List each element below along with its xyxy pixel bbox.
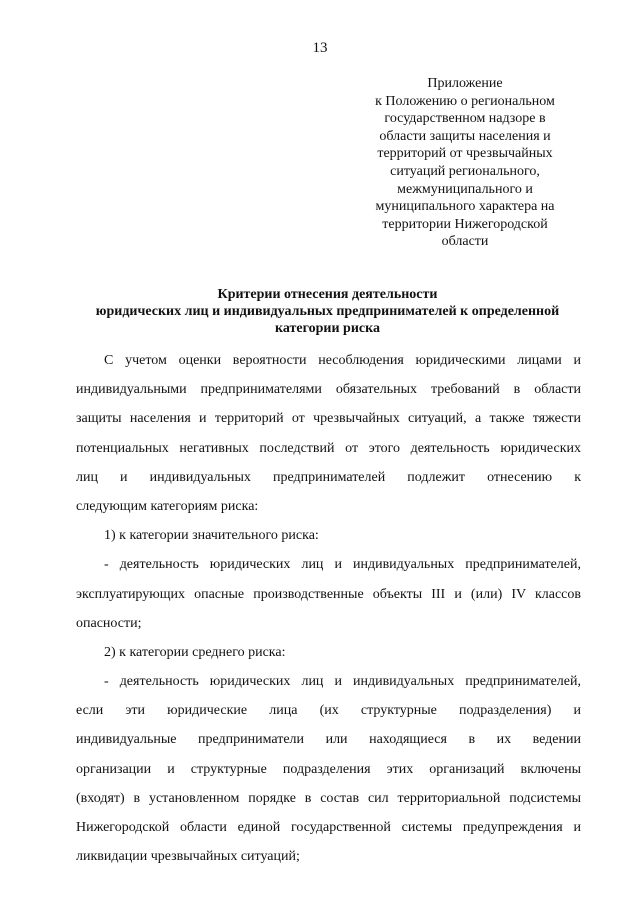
body-line: защиты населения и территорий от чрезвычайных ситуаций, а также тяжести [76,411,581,427]
body-line: если эти юридические лица (их структурные подразделения) и [76,703,581,719]
appendix-line: области [441,234,489,250]
body-text [76,346,581,871]
body-line: ликвидации чрезвычайных ситуаций; [76,849,300,865]
appendix-line: области защиты населения и [379,128,551,144]
appendix-line: государственном надзоре в [384,111,546,127]
appendix-note [355,75,575,251]
body-line: С учетом оценки вероятности несоблюдения юридическими лицами и [104,353,581,368]
appendix-line: территорий от чрезвычайных [377,146,553,162]
appendix-line: территории Нижегородской [382,216,548,232]
body-line: (входят) в установленном порядке в состав сил территориальной подсистемы [76,790,581,806]
body-line: Нижегородской области единой государственной системы предупреждения и [76,820,581,835]
body-line: индивидуальные предприниматели или находящиеся в их ведении [76,732,581,748]
body-line: индивидуальными предпринимателями обязательных требований в области [76,382,581,398]
document-title [60,286,595,337]
body-line: следующим категориям риска: [76,498,259,514]
body-line: опасности; [76,615,142,631]
page-number: 13 [312,40,328,56]
body-line: - деятельность юридических лиц и индивидуальных предпринимателей, [104,557,581,573]
body-line: - деятельность юридических лиц и индивидуальных предпринимателей, [104,674,581,690]
title-line: категории риска [275,321,380,336]
appendix-line: ситуаций регионального, [390,163,540,179]
title-line: юридических лиц и индивидуальных предпринимателей к определенной [95,304,560,319]
body-line: организации и структурные подразделения этих организаций включены [76,761,581,777]
appendix-line: муниципального характера на [375,199,555,215]
body-line: лиц и индивидуальных предпринимателей подлежит отнесению к [76,469,581,485]
list-item-heading: 2) к категории среднего риска: [104,644,286,660]
list-item-heading: 1) к категории значительного риска: [104,528,319,544]
appendix-line: Приложение [427,76,503,91]
title-line: Критерии отнесения деятельности [217,287,438,302]
appendix-line: межмуниципального и [397,181,533,197]
body-line: потенциальных негативных последствий от этого деятельность юридических [76,440,581,456]
appendix-line: к Положению о региональном [375,93,555,109]
body-line: эксплуатирующих опасные производственные объекты III и (или) IV классов [76,586,581,602]
